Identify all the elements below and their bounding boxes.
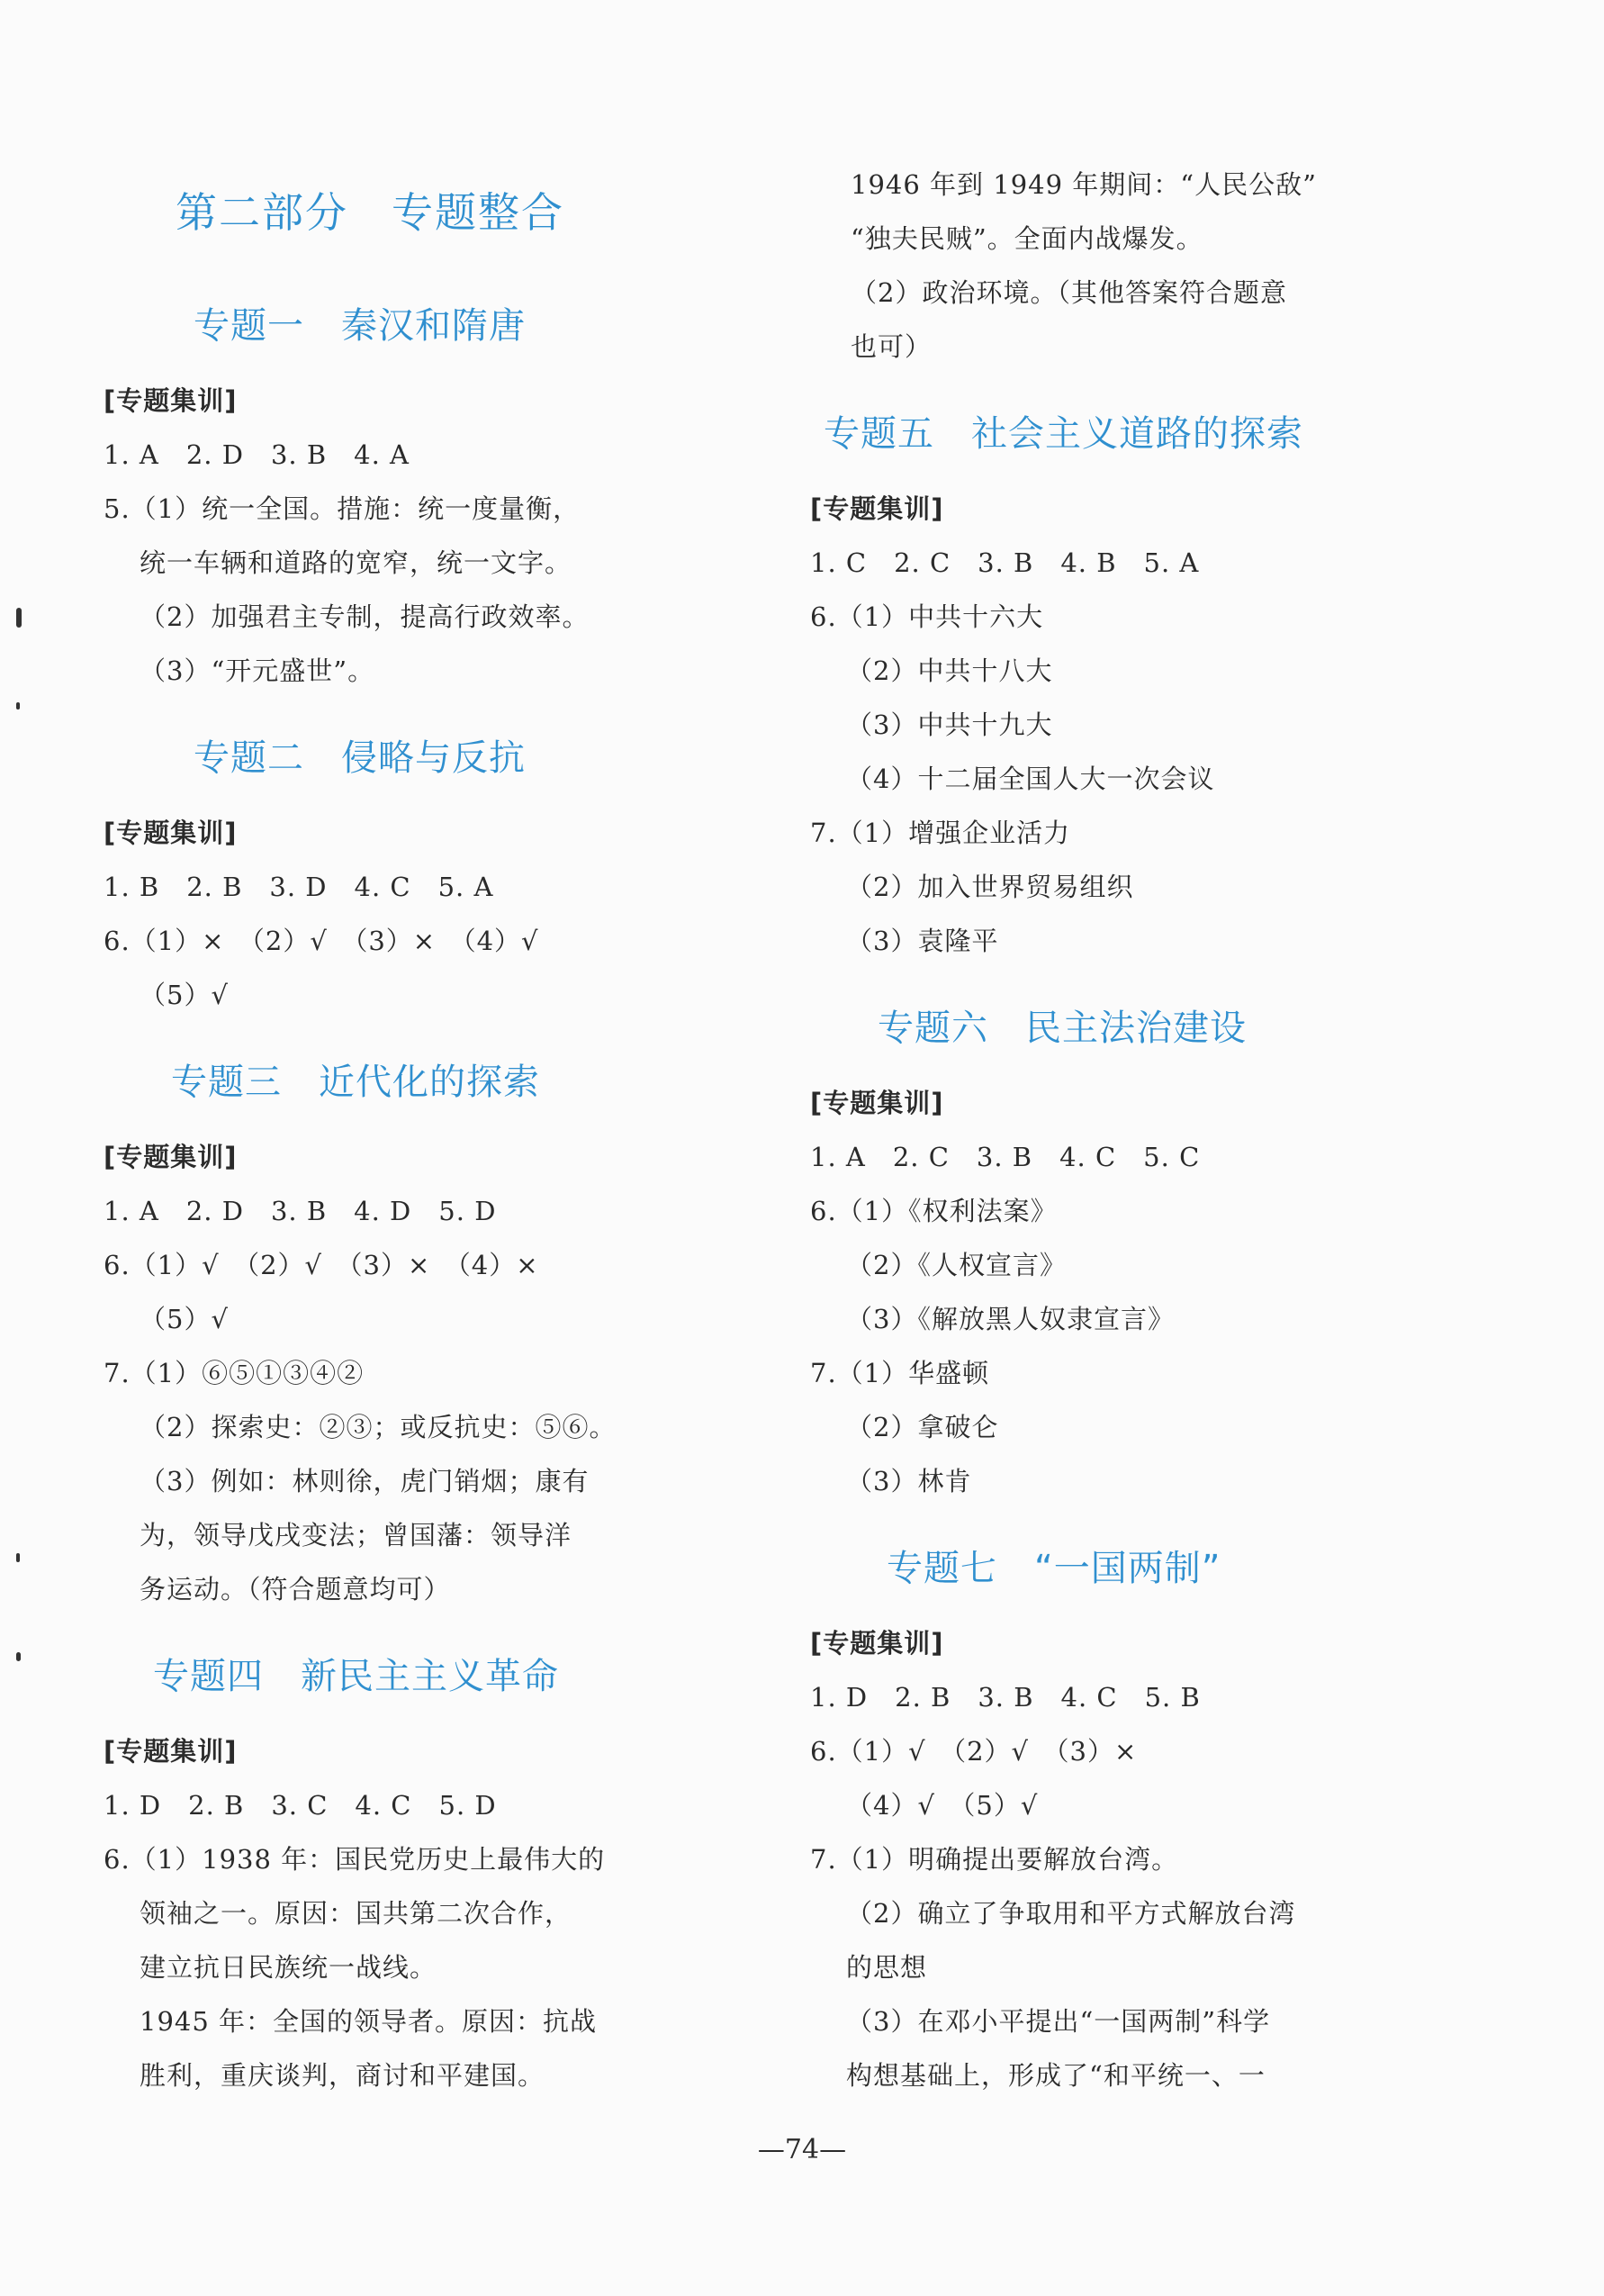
topic-heading: 专题六 民主法治建设 bbox=[878, 1008, 1247, 1049]
answer-line: 1. A 2. C 3. B 4. C 5. C bbox=[810, 1142, 1201, 1172]
answer-line: （3）林肯 bbox=[846, 1466, 972, 1496]
answer-line: （3）在邓小平提出“一国两制”科学 bbox=[846, 2006, 1271, 2037]
answer-line: （2）拿破仑 bbox=[846, 1412, 999, 1442]
answer-line: （3）《解放黑人奴隶宣言》 bbox=[846, 1304, 1175, 1334]
answer-line: 1. A 2. D 3. B 4. A bbox=[104, 439, 410, 470]
answer-line: 5.（1）统一全国。措施：统一度量衡， bbox=[104, 493, 581, 524]
answer-line: 7.（1）明确提出要解放台湾。 bbox=[810, 1844, 1179, 1875]
topic-heading: 专题五 社会主义道路的探索 bbox=[824, 413, 1303, 455]
part-title: 第二部分 专题整合 bbox=[176, 188, 564, 237]
section-tag: [专题集训] bbox=[104, 385, 238, 416]
answer-line: “独夫民贼”。全面内战爆发。 bbox=[851, 223, 1203, 254]
answer-line: 建立抗日民族统一战线。 bbox=[140, 1952, 437, 1983]
section-tag: [专题集训] bbox=[810, 1088, 944, 1118]
answer-line: （2）确立了争取用和平方式解放台湾 bbox=[846, 1898, 1296, 1929]
answer-line: 1946 年到 1949 年期间：“人民公敌” bbox=[851, 169, 1317, 200]
answer-line: 也可） bbox=[851, 331, 933, 362]
answer-line: （5）√ bbox=[140, 1304, 229, 1334]
answer-line: 6.（1）中共十六大 bbox=[810, 601, 1044, 632]
answer-line: 6.（1）× （2）√ （3）× （4）√ bbox=[104, 926, 539, 956]
answer-line: （4）√ （5）√ bbox=[846, 1790, 1039, 1821]
scan-mark bbox=[16, 1553, 20, 1562]
topic-heading: 专题一 秦汉和隋唐 bbox=[194, 305, 526, 347]
answer-line: 构想基础上，形成了“和平统一、一 bbox=[846, 2060, 1266, 2091]
answer-line: 1. D 2. B 3. C 4. C 5. D bbox=[104, 1790, 497, 1821]
answer-line: 1. D 2. B 3. B 4. C 5. B bbox=[810, 1682, 1201, 1713]
answer-line: （2）中共十八大 bbox=[846, 655, 1053, 686]
topic-heading: 专题七 “一国两制” bbox=[887, 1548, 1221, 1589]
answer-line: 为，领导戊戌变法；曾国藩：领导洋 bbox=[140, 1520, 572, 1550]
answer-line: （5）√ bbox=[140, 980, 229, 1010]
answer-line: （3）“开元盛世”。 bbox=[140, 655, 375, 686]
section-tag: [专题集训] bbox=[810, 1628, 944, 1659]
answer-line: （2）加入世界贸易组织 bbox=[846, 872, 1134, 902]
answer-line: 6.（1）《权利法案》 bbox=[810, 1196, 1058, 1226]
answer-line: 务运动。（符合题意均可） bbox=[140, 1574, 451, 1604]
answer-line: 1. B 2. B 3. D 4. C 5. A bbox=[104, 872, 494, 902]
answer-line: （3）例如：林则徐，虎门销烟；康有 bbox=[140, 1466, 590, 1496]
answer-line: （3）袁隆平 bbox=[846, 926, 999, 956]
topic-heading: 专题三 近代化的探索 bbox=[171, 1062, 540, 1103]
answer-line: 的思想 bbox=[846, 1952, 928, 1983]
answer-line: （3）中共十九大 bbox=[846, 710, 1053, 740]
answer-line: 1. C 2. C 3. B 4. B 5. A bbox=[810, 547, 1200, 578]
answer-line: 1945 年：全国的领导者。原因：抗战 bbox=[140, 2006, 598, 2037]
section-tag: [专题集训] bbox=[810, 493, 944, 524]
section-tag: [专题集训] bbox=[104, 818, 238, 848]
section-tag: [专题集训] bbox=[104, 1142, 238, 1172]
answer-line: 7.（1）华盛顿 bbox=[810, 1358, 990, 1388]
answer-line: 7.（1）⑥⑤①③④② bbox=[104, 1358, 365, 1388]
answer-line: 1. A 2. D 3. B 4. D 5. D bbox=[104, 1196, 497, 1226]
answer-line: （2）加强君主专制，提高行政效率。 bbox=[140, 601, 590, 632]
answer-line: 7.（1）增强企业活力 bbox=[810, 818, 1071, 848]
topic-heading: 专题四 新民主主义革命 bbox=[153, 1656, 559, 1697]
answer-line: 6.（1）√ （2）√ （3）× （4）× bbox=[104, 1250, 539, 1280]
section-tag: [专题集训] bbox=[104, 1736, 238, 1767]
answer-line: （4）十二届全国人大一次会议 bbox=[846, 764, 1215, 794]
answer-line: 6.（1）√ （2）√ （3）× bbox=[810, 1736, 1138, 1767]
answer-line: 统一车辆和道路的宽窄，统一文字。 bbox=[140, 547, 572, 578]
answer-line: 胜利，重庆谈判，商讨和平建国。 bbox=[140, 2060, 545, 2091]
page-number: —74— bbox=[757, 2134, 847, 2165]
answer-line: 领袖之一。原因：国共第二次合作， bbox=[140, 1898, 572, 1929]
answer-line: （2）《人权宣言》 bbox=[846, 1250, 1067, 1280]
scan-mark bbox=[16, 702, 20, 710]
answer-line: 6.（1）1938 年：国民党历史上最伟大的 bbox=[104, 1844, 606, 1875]
scan-mark bbox=[16, 1652, 21, 1661]
topic-heading: 专题二 侵略与反抗 bbox=[194, 737, 526, 779]
answer-line: （2）探索史：②③；或反抗史：⑤⑥。 bbox=[140, 1412, 617, 1442]
answer-line: （2）政治环境。（其他答案符合题意 bbox=[851, 277, 1287, 308]
scan-mark bbox=[16, 608, 22, 628]
